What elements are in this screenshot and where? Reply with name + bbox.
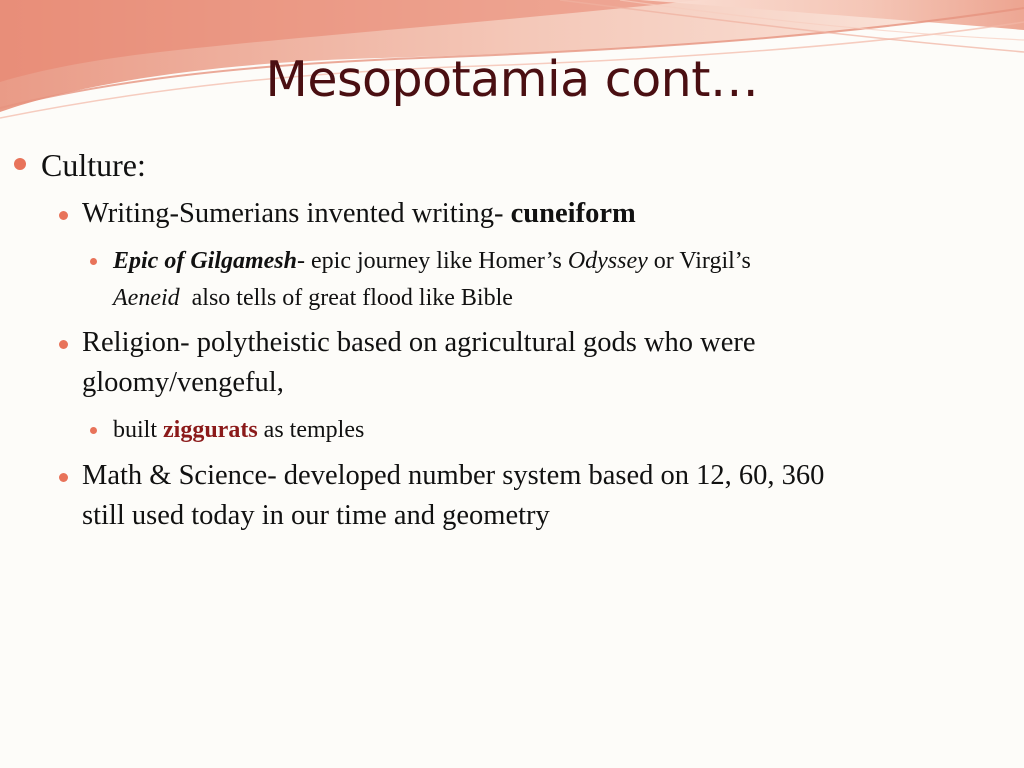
ziggurats-text [113,412,993,449]
culture-label: Culture: [41,147,146,183]
list-item-ziggurats [0,412,1024,450]
list-item-writing [0,194,1024,238]
religion-text [82,323,1022,403]
bullet-icon [59,211,68,220]
bullet-icon [90,258,97,265]
list-item-math [0,456,1024,540]
math-line2: still used today in our time and geometry [82,500,550,531]
religion-line2: gloomy/vengeful, [82,367,284,398]
epic-title: Epic of Gilgamesh [113,248,297,274]
ziggurats-text-part1: built [113,417,164,443]
epic-text-part1: - epic journey like Homer’s [297,248,568,274]
writing-label: Writing-Sumerians invented writing- [82,198,511,229]
ziggurats-term: ziggurats [163,417,258,443]
epic-text-part3: also tells of great flood like Bible [179,285,513,311]
bullet-icon [59,340,68,349]
bullet-icon [90,427,97,434]
list-item-epic [0,243,1024,319]
aeneid-title: Aeneid [113,285,180,311]
epic-text-part2: or Virgil’s [647,248,751,274]
bullet-icon [59,473,68,482]
ziggurats-text-part2: as temples [257,417,365,443]
slide-title: Mesopotamia cont… [265,51,759,108]
epic-text [113,243,993,317]
list-item-religion [0,323,1024,407]
cuneiform-term: cuneiform [510,198,636,229]
odyssey-title: Odyssey [567,248,648,274]
bullet-icon [14,158,26,170]
list-item-culture [0,146,1024,186]
religion-line1: Religion- polytheistic based on agricultural gods who were [82,327,756,358]
writing-text [82,194,1022,234]
math-text [82,456,1022,536]
math-line1: Math & Science- developed number system based on 12, 60, 360 [82,460,825,491]
